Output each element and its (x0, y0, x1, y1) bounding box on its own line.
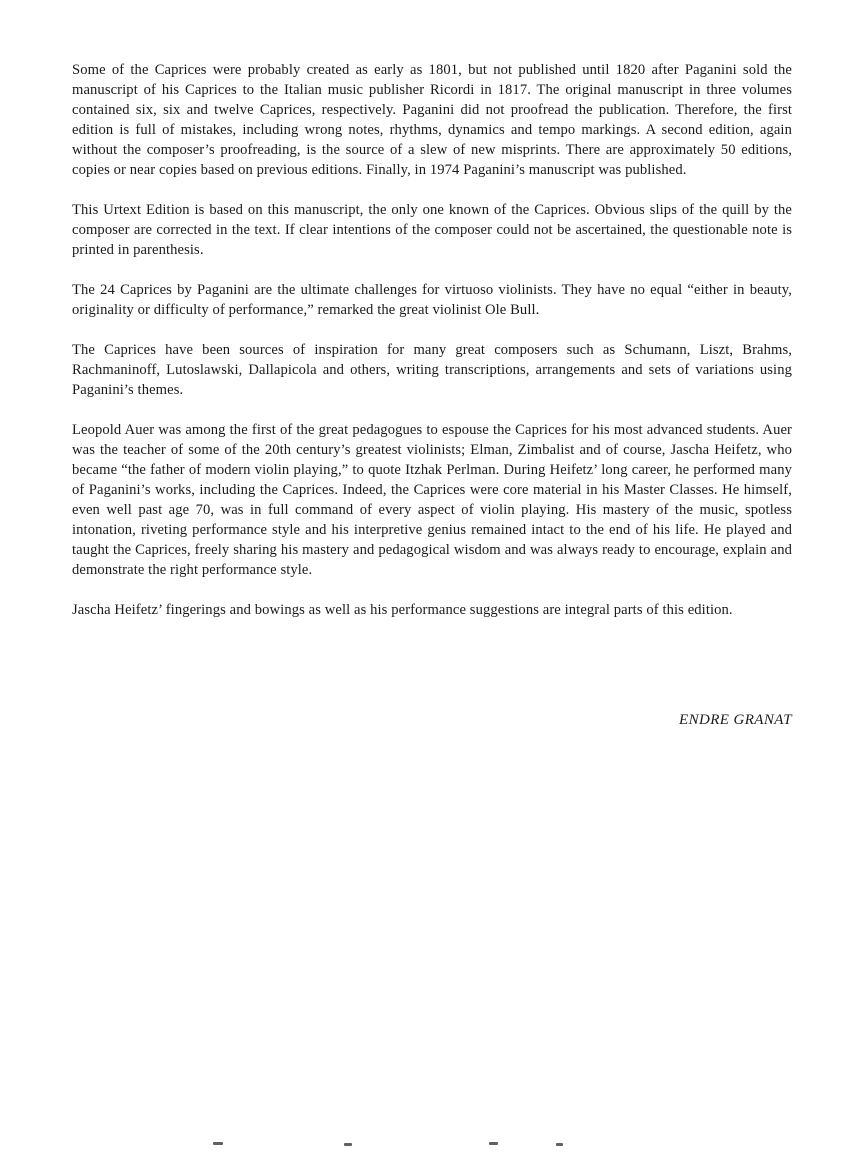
scan-artifact (556, 1143, 563, 1146)
scan-artifact (344, 1143, 352, 1146)
paragraph-urtext-edition: This Urtext Edition is based on this manuscript, the only one known of the Caprices. Obvious slips of the quill by the composer are corrected in the text. If clear intentions of the composer could not be ascertained, the questionable note is printed in parenthesis. (72, 202, 792, 258)
paragraph-edition-note: Jascha Heifetz’ fingerings and bowings as well as his performance suggestions are integral parts of this edition. (72, 602, 733, 618)
paragraph-history: Some of the Caprices were probably created as early as 1801, but not published until 1820 after Paganini sold the manuscript of his Caprices to the Italian music publisher Ricordi in 1817. The original manuscript in three volumes contained six, six and twelve Caprices, respectively. Paganini did not proofread the publication. Therefore, the first edition is full of mistakes, including wrong notes, rhythms, dynamics and tempo markings. A second edition, again without the composer’s proofreading, is the source of a slew of new misprints. There are approximately 50 editions, copies or near copies based on previous editions. Finally, in 1974 Paganini’s manuscript was published. (72, 62, 792, 178)
paragraph-ole-bull-quote: The 24 Caprices by Paganini are the ultimate challenges for virtuoso violinists. They have no equal “either in beauty, originality or difficulty of performance,” remarked the great violinist Ole Bull. (72, 282, 792, 318)
author-signature: ENDRE GRANAT (679, 712, 792, 728)
scan-artifact (489, 1142, 498, 1145)
paragraph-inspiration: The Caprices have been sources of inspiration for many great composers such as Schumann, Liszt, Brahms, Rachmaninoff, Lutoslawski, Dallapicola and others, writing transcriptions, arrangements and sets of variations using Paganini’s themes. (72, 342, 792, 398)
scan-artifact (213, 1142, 223, 1145)
paragraph-auer-heifetz: Leopold Auer was among the first of the great pedagogues to espouse the Caprices for his most advanced students. Auer was the teacher of some of the 20th century’s greatest violinists; Elman, Zimbalist and of course, Jascha Heifetz, who became “the father of modern violin playing,” to quote Itzhak Perlman. During Heifetz’ long career, he performed many of Paganini’s works, including the Caprices. Indeed, the Caprices were core material in his Master Classes. He himself, even well past age 70, was in full command of every aspect of violin playing. His mastery of the music, spotless intonation, riveting performance style and his interpretive genius remained intact to the end of his life. He played and taught the Caprices, freely sharing his mastery and pedagogical wisdom and was always ready to encourage, explain and demonstrate the right performance style. (72, 422, 792, 578)
preface-text (72, 60, 792, 729)
